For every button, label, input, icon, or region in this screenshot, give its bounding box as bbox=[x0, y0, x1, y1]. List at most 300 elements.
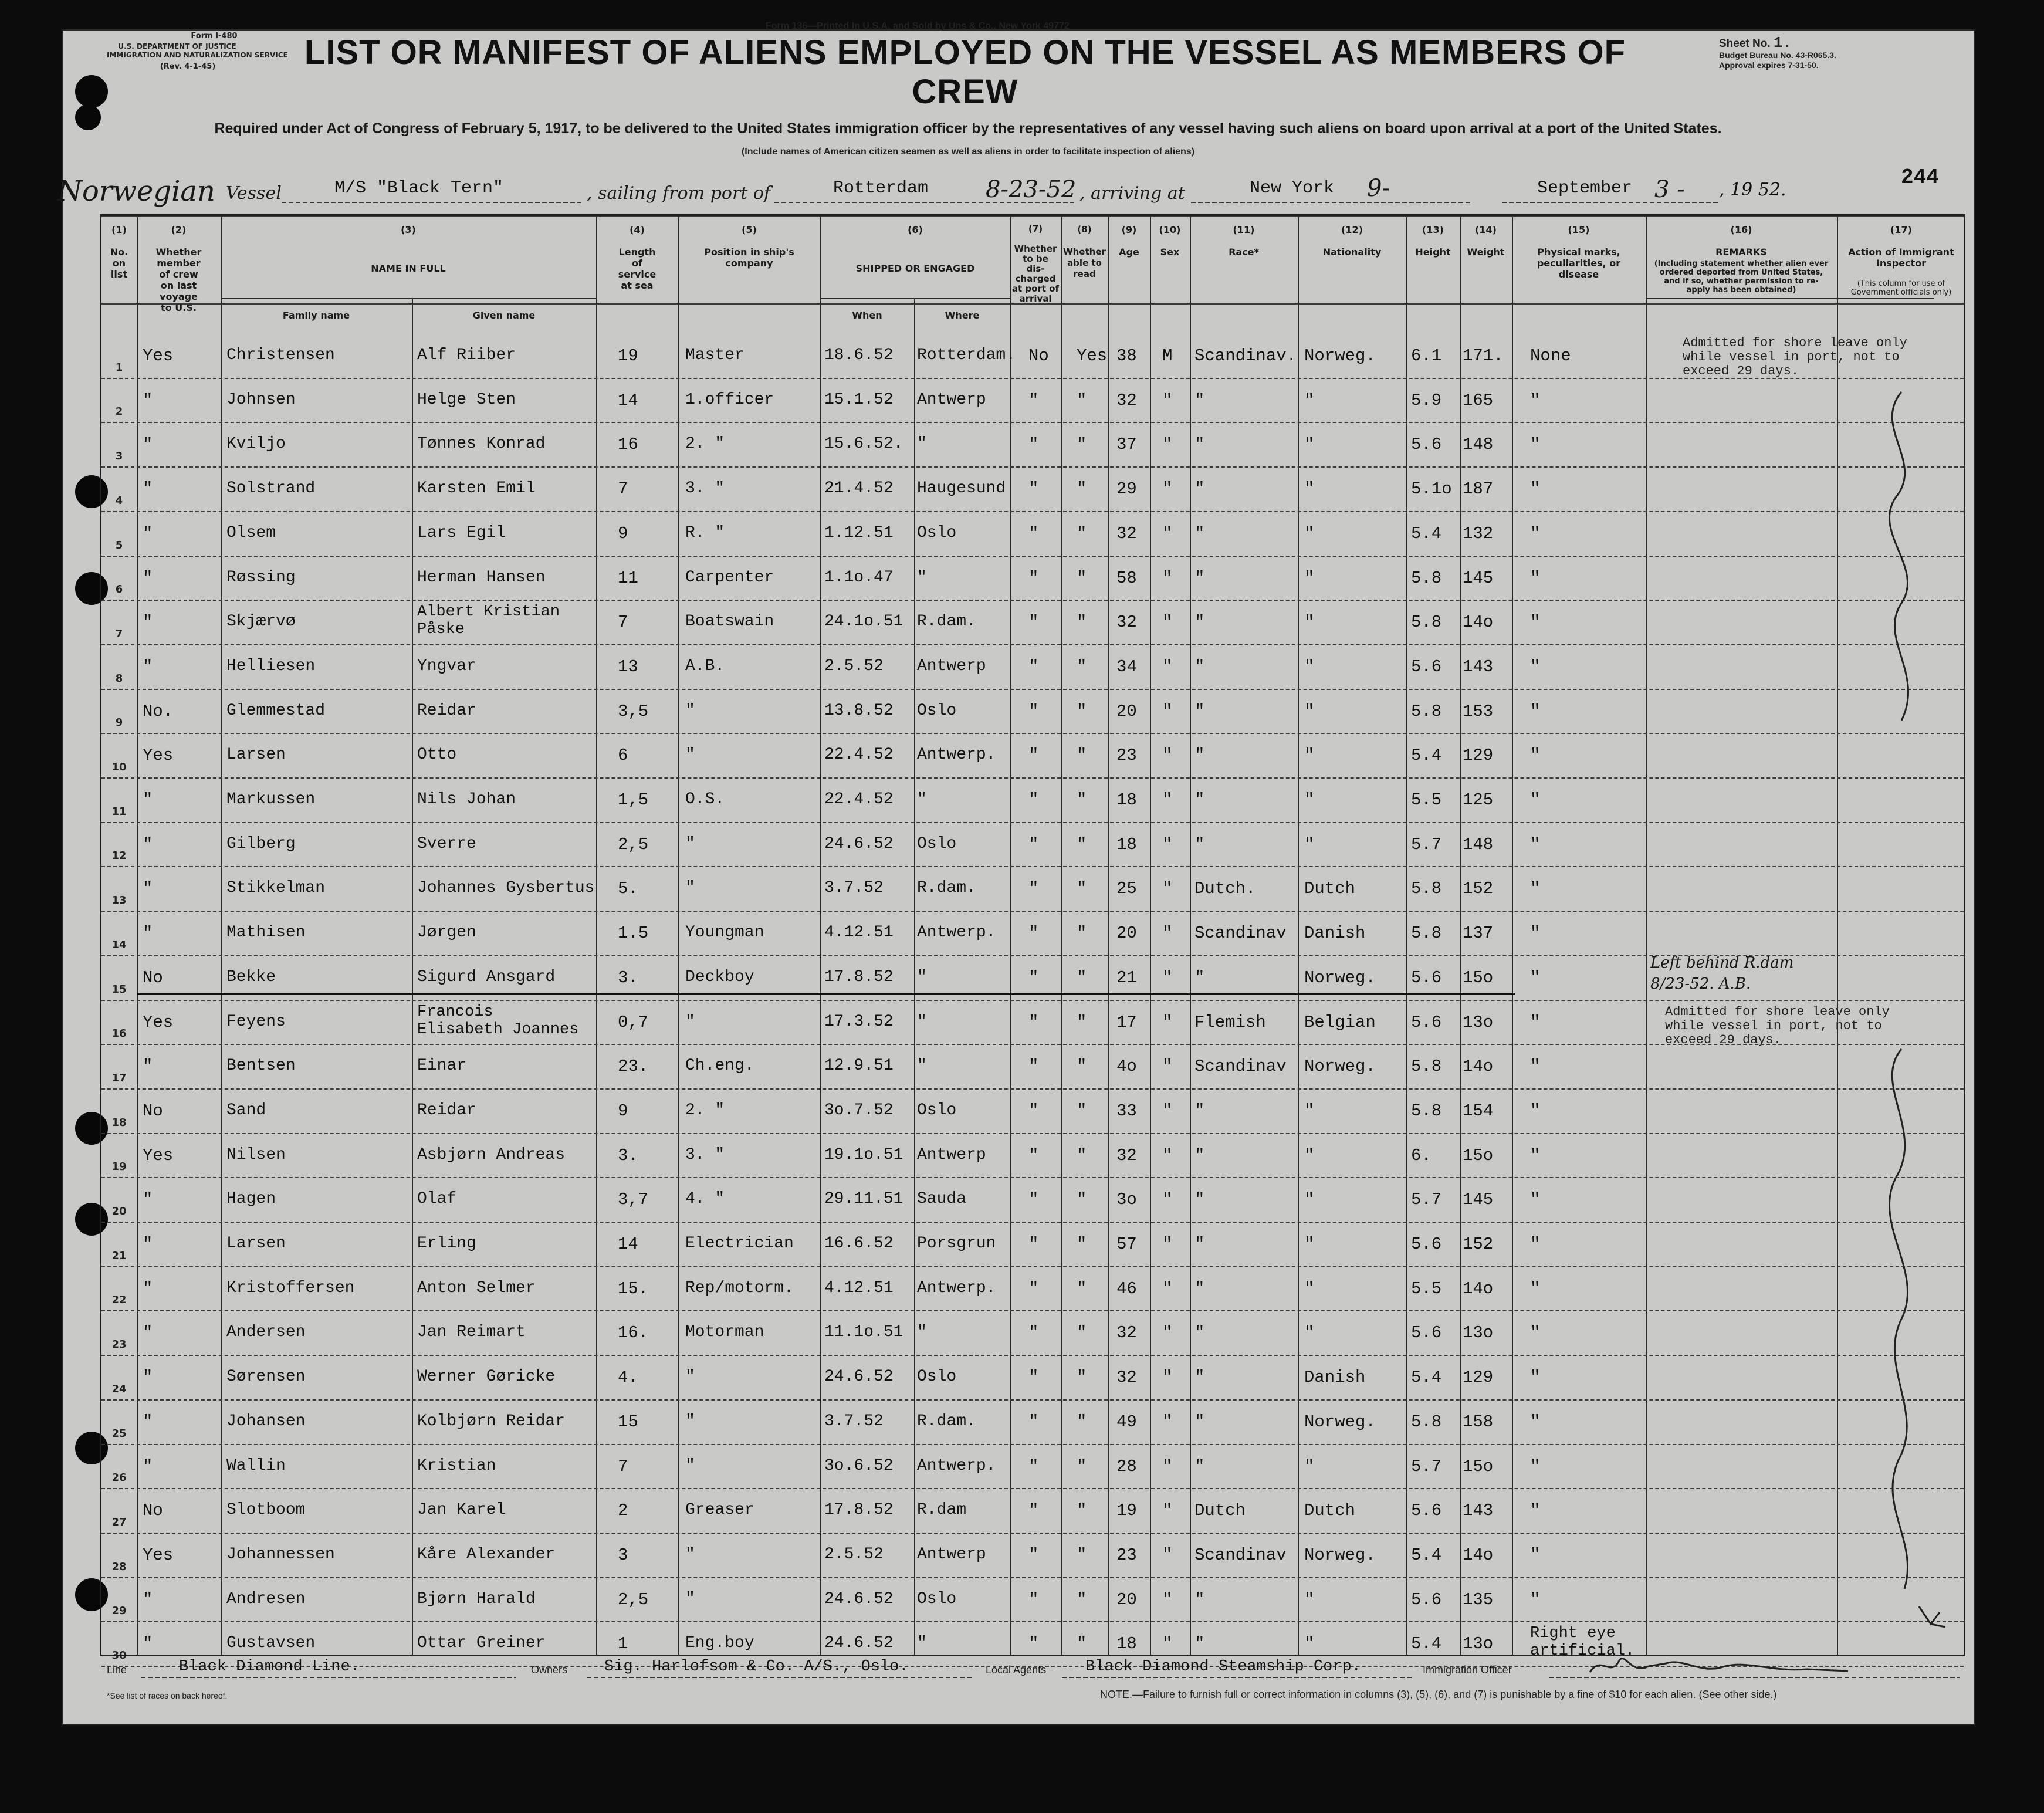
cell-physical-marks: " bbox=[1530, 568, 1541, 588]
row-number: 18 bbox=[111, 1116, 127, 1129]
cell-service: 6 bbox=[618, 746, 628, 766]
row-number: 15 bbox=[111, 983, 127, 996]
row-number: 8 bbox=[115, 672, 123, 685]
cell-able-to-read: Yes bbox=[1077, 346, 1108, 366]
cell-service: 2,5 bbox=[618, 834, 649, 854]
row-number: 29 bbox=[111, 1605, 127, 1618]
cell-service: 2 bbox=[618, 1501, 628, 1521]
cell-when: 12.9.51 bbox=[824, 1057, 894, 1075]
cell-race: " bbox=[1194, 701, 1205, 721]
cell-where: Antwerp bbox=[917, 1145, 986, 1164]
sailing-label: , sailing from port of bbox=[587, 183, 771, 204]
cell-when: 21.4.52 bbox=[824, 479, 894, 498]
cell-able-to-read: " bbox=[1077, 790, 1087, 810]
agency-name: U.S. DEPARTMENT OF JUSTICE IMMIGRATION AND NATURALIZATION bbox=[107, 42, 252, 59]
cell-position: 3. " bbox=[685, 479, 725, 498]
cell-when: 1.12.51 bbox=[824, 523, 894, 542]
cell-when: 22.4.52 bbox=[824, 746, 894, 765]
cell-family-name: Christensen bbox=[226, 346, 335, 364]
cell-given-name: Yngvar bbox=[417, 657, 476, 675]
cell-sex: " bbox=[1162, 1190, 1173, 1210]
cell-service: 15 bbox=[618, 1412, 638, 1432]
cell-race: Dutch. bbox=[1194, 879, 1256, 899]
cell-age: 32 bbox=[1116, 1368, 1137, 1388]
cell-race: Dutch bbox=[1194, 1501, 1246, 1521]
cell-weight: 13o bbox=[1463, 1634, 1494, 1654]
row-rule bbox=[101, 1577, 1964, 1578]
column-rule bbox=[1108, 216, 1109, 1655]
cell-last-voyage: " bbox=[143, 1278, 153, 1298]
cell-discharged: " bbox=[1028, 746, 1039, 766]
cell-position: 4. " bbox=[685, 1190, 725, 1209]
cell-height: 5.8 bbox=[1411, 924, 1442, 943]
cell-last-voyage: " bbox=[143, 1190, 153, 1210]
row-number: 20 bbox=[111, 1205, 127, 1217]
column-rule bbox=[412, 298, 413, 1655]
cell-physical-marks: " bbox=[1530, 390, 1541, 410]
row-rule bbox=[101, 866, 1964, 867]
header-remarks-note: (Including statement whether alien ever ordered deported from United States, and if so, whether permission to re-apply has been obtained) bbox=[1654, 259, 1829, 295]
cell-position: " bbox=[685, 1412, 695, 1430]
cell-age: 29 bbox=[1116, 479, 1137, 499]
cell-service: 9 bbox=[618, 1101, 628, 1121]
cell-physical-marks: " bbox=[1530, 1368, 1541, 1388]
cell-weight: 165 bbox=[1463, 390, 1494, 410]
row-number: 17 bbox=[111, 1071, 127, 1084]
cell-position: " bbox=[685, 834, 695, 853]
cell-race: " bbox=[1194, 1278, 1205, 1298]
cell-sex: " bbox=[1162, 1323, 1173, 1343]
cell-physical-marks: " bbox=[1530, 1101, 1541, 1121]
header-where: Where bbox=[945, 310, 980, 321]
header-col2: (2) Whether member of crew on last voyage to U.S. bbox=[155, 224, 202, 313]
cell-weight: 152 bbox=[1463, 879, 1494, 899]
cell-discharged: " bbox=[1028, 1145, 1039, 1165]
form-revision: (Rev. 4-1-45) bbox=[160, 62, 216, 71]
header-col11: (11) Race* bbox=[1229, 224, 1259, 258]
cell-family-name: Johannessen bbox=[226, 1545, 335, 1564]
cell-last-voyage: " bbox=[143, 657, 153, 677]
cell-position: Youngman bbox=[685, 924, 764, 942]
cell-physical-marks: " bbox=[1530, 1190, 1541, 1210]
agents-label: Local Agents bbox=[986, 1664, 1047, 1676]
cell-service: 13 bbox=[618, 657, 638, 677]
row-rule bbox=[101, 1088, 1964, 1090]
cell-discharged: " bbox=[1028, 657, 1039, 677]
cell-last-voyage: " bbox=[143, 568, 153, 588]
column-rule bbox=[1512, 216, 1513, 1655]
cell-discharged: " bbox=[1028, 1234, 1039, 1254]
cell-given-name: Reidar bbox=[417, 701, 476, 720]
cell-family-name: Gilberg bbox=[226, 834, 296, 853]
cell-last-voyage: Yes bbox=[143, 1545, 174, 1565]
cell-race: " bbox=[1194, 1456, 1205, 1476]
row-number: 23 bbox=[111, 1338, 127, 1351]
cell-able-to-read: " bbox=[1077, 1323, 1087, 1343]
cell-sex: " bbox=[1162, 1278, 1173, 1298]
cell-last-voyage: " bbox=[143, 523, 153, 543]
cell-position: Master bbox=[685, 346, 744, 364]
cell-height: 5.4 bbox=[1411, 1634, 1442, 1654]
cell-family-name: Bentsen bbox=[226, 1057, 296, 1075]
cell-discharged: " bbox=[1028, 1190, 1039, 1210]
cell-when: 17.8.52 bbox=[824, 1501, 894, 1520]
cell-race: " bbox=[1194, 834, 1205, 854]
cell-where: R.dam. bbox=[917, 879, 976, 898]
cell-given-name: Lars Egil bbox=[417, 523, 506, 542]
cell-physical-marks: " bbox=[1530, 613, 1541, 632]
cell-service: 11 bbox=[618, 568, 638, 588]
cell-where: Oslo bbox=[917, 834, 957, 853]
cell-position: Greaser bbox=[685, 1501, 754, 1520]
cell-age: 32 bbox=[1116, 523, 1137, 543]
cell-nationality: Norweg. bbox=[1304, 1057, 1376, 1077]
header-col8: (8) Whether able to read bbox=[1063, 224, 1106, 279]
cell-service: 16 bbox=[618, 435, 638, 455]
cell-where: Oslo bbox=[917, 1368, 957, 1386]
cell-service: 3. bbox=[618, 968, 638, 987]
name-subheader-rule bbox=[221, 298, 596, 299]
cell-discharged: " bbox=[1028, 1278, 1039, 1298]
owners: Sig. Harlofsom & Co. A/S., Oslo. bbox=[604, 1658, 909, 1676]
cell-sex: " bbox=[1162, 1012, 1173, 1032]
cell-family-name: Helliesen bbox=[226, 657, 316, 675]
cell-last-voyage: " bbox=[143, 435, 153, 455]
cell-when: 24.6.52 bbox=[824, 1634, 894, 1653]
column-rule bbox=[1298, 216, 1299, 1655]
cell-given-name: Bjørn Harald bbox=[417, 1589, 536, 1608]
header-col6: (6) bbox=[908, 224, 923, 235]
cell-position: " bbox=[685, 1012, 695, 1031]
row-rule bbox=[101, 422, 1964, 423]
cell-where: Oslo bbox=[917, 701, 957, 720]
cell-able-to-read: " bbox=[1077, 879, 1087, 899]
cell-able-to-read: " bbox=[1077, 1589, 1087, 1609]
cell-given-name: Kristian bbox=[417, 1456, 496, 1475]
cell-service: 23. bbox=[618, 1057, 649, 1077]
cell-when: 15.1.52 bbox=[824, 390, 894, 409]
row-rule bbox=[101, 1266, 1964, 1267]
cell-service: 7 bbox=[618, 613, 628, 632]
remark-shore-leave-2: Admitted for shore leave only while vessel in port, not to exceed 29 days. bbox=[1665, 1004, 1890, 1047]
header-col14: (14) Weight bbox=[1467, 224, 1505, 258]
cell-where: " bbox=[917, 1323, 927, 1342]
cell-weight: 145 bbox=[1463, 1190, 1494, 1210]
header-shipped-engaged: SHIPPED OR ENGAGED bbox=[855, 263, 975, 274]
cell-sex: " bbox=[1162, 479, 1173, 499]
cell-height: 5.9 bbox=[1411, 390, 1442, 410]
row-rule bbox=[101, 511, 1964, 512]
cell-age: 23 bbox=[1116, 1545, 1137, 1565]
cell-discharged: No bbox=[1028, 346, 1049, 366]
cell-service: 3. bbox=[618, 1145, 638, 1165]
cell-able-to-read: " bbox=[1077, 1501, 1087, 1521]
cell-family-name: Gustavsen bbox=[226, 1634, 316, 1653]
cell-sex: " bbox=[1162, 613, 1173, 632]
cell-given-name: Otto bbox=[417, 746, 457, 765]
cell-family-name: Olsem bbox=[226, 523, 276, 542]
header-col9: (9) Age bbox=[1119, 224, 1139, 258]
cell-sex: " bbox=[1162, 1412, 1173, 1432]
header-col1: (1) No. on list bbox=[110, 224, 128, 280]
cell-position: Rep/motorm. bbox=[685, 1278, 794, 1297]
cell-physical-marks: " bbox=[1530, 1545, 1541, 1565]
cell-race: " bbox=[1194, 657, 1205, 677]
cell-given-name: Einar bbox=[417, 1057, 467, 1075]
row-rule bbox=[101, 1444, 1964, 1445]
header-col4: (4) Length of service at sea bbox=[618, 224, 656, 291]
cell-race: " bbox=[1194, 435, 1205, 455]
cell-race: " bbox=[1194, 479, 1205, 499]
cell-where: Rotterdam. bbox=[917, 346, 1016, 364]
cell-service: 19 bbox=[618, 346, 638, 366]
cell-discharged: " bbox=[1028, 435, 1039, 455]
cell-nationality: " bbox=[1304, 1145, 1315, 1165]
cell-able-to-read: " bbox=[1077, 1234, 1087, 1254]
row-rule bbox=[101, 1310, 1964, 1311]
cell-when: 1.1o.47 bbox=[824, 568, 894, 587]
cell-height: 5.4 bbox=[1411, 523, 1442, 543]
cell-weight: 15o bbox=[1463, 968, 1494, 987]
cell-age: 58 bbox=[1116, 568, 1137, 588]
cell-where: R.dam bbox=[917, 1501, 967, 1520]
header-col12: (12) Nationality bbox=[1322, 224, 1382, 258]
cell-age: 19 bbox=[1116, 1501, 1137, 1521]
header-col15: (15) Physical marks, peculiarities, or disease bbox=[1537, 224, 1621, 280]
cell-able-to-read: " bbox=[1077, 746, 1087, 766]
cell-age: 25 bbox=[1116, 879, 1137, 899]
cell-weight: 148 bbox=[1463, 834, 1494, 854]
cell-weight: 135 bbox=[1463, 1589, 1494, 1609]
cell-weight: 154 bbox=[1463, 1101, 1494, 1121]
cell-sex: " bbox=[1162, 1589, 1173, 1609]
row-number: 25 bbox=[111, 1427, 127, 1440]
cell-where: Antwerp. bbox=[917, 1456, 996, 1475]
cell-sex: " bbox=[1162, 523, 1173, 543]
cell-last-voyage: Yes bbox=[143, 346, 174, 366]
arrival-port: New York bbox=[1250, 178, 1335, 198]
cell-where: Antwerp. bbox=[917, 746, 996, 765]
cell-nationality: " bbox=[1304, 1190, 1315, 1210]
cell-race: " bbox=[1194, 746, 1205, 766]
cell-discharged: " bbox=[1028, 834, 1039, 854]
cell-where: Antwerp bbox=[917, 657, 986, 675]
cell-when: 24.1o.51 bbox=[824, 613, 903, 631]
cell-weight: 152 bbox=[1463, 1234, 1494, 1254]
cell-height: 5.6 bbox=[1411, 1589, 1442, 1609]
cell-height: 5.6 bbox=[1411, 1323, 1442, 1343]
cell-service: 0,7 bbox=[618, 1012, 649, 1032]
row-number: 12 bbox=[111, 850, 127, 862]
vessel-nationality: Norwegian bbox=[57, 175, 215, 208]
cell-able-to-read: " bbox=[1077, 1057, 1087, 1077]
cell-when: 3o.6.52 bbox=[824, 1456, 894, 1475]
cell-last-voyage: " bbox=[143, 1634, 153, 1654]
cell-when: 3o.7.52 bbox=[824, 1101, 894, 1119]
cell-race: " bbox=[1194, 1145, 1205, 1165]
cell-physical-marks: " bbox=[1530, 701, 1541, 721]
row-number: 2 bbox=[115, 405, 123, 418]
form-subtitle: Required under Act of Congress of February 5, 1917, to be delivered to the United States immigration officer by the representatives of any vessel having such aliens on board upon arrival at a port of the United States. bbox=[214, 120, 1722, 137]
cell-when: 2.5.52 bbox=[824, 1545, 884, 1564]
cell-given-name: Jørgen bbox=[417, 924, 476, 942]
cell-race: Scandinav bbox=[1194, 1545, 1287, 1565]
cell-sex: " bbox=[1162, 1545, 1173, 1565]
cell-family-name: Feyens bbox=[226, 1012, 286, 1031]
cell-able-to-read: " bbox=[1077, 924, 1087, 943]
cell-position: " bbox=[685, 1368, 695, 1386]
cell-sex: " bbox=[1162, 790, 1173, 810]
cell-age: 37 bbox=[1116, 435, 1137, 455]
cell-age: 18 bbox=[1116, 834, 1137, 854]
cell-when: 16.6.52 bbox=[824, 1234, 894, 1253]
cell-age: 49 bbox=[1116, 1412, 1137, 1432]
cell-nationality: Norweg. bbox=[1304, 1545, 1376, 1565]
column-rule bbox=[678, 216, 679, 1655]
cell-age: 32 bbox=[1116, 1145, 1137, 1165]
column-rule bbox=[221, 216, 222, 1655]
column-rule bbox=[1061, 216, 1062, 1655]
cell-family-name: Andresen bbox=[226, 1589, 306, 1608]
cell-family-name: Bekke bbox=[226, 968, 276, 986]
cell-sex: " bbox=[1162, 390, 1173, 410]
row-rule bbox=[101, 1621, 1964, 1622]
cell-discharged: " bbox=[1028, 1012, 1039, 1032]
cell-given-name: Alf Riiber bbox=[417, 346, 516, 364]
cell-sex: " bbox=[1162, 834, 1173, 854]
cell-race: " bbox=[1194, 1368, 1205, 1388]
cell-position: A.B. bbox=[685, 657, 725, 675]
cell-family-name: Markussen bbox=[226, 790, 316, 809]
cell-discharged: " bbox=[1028, 523, 1039, 543]
cell-race: " bbox=[1194, 1323, 1205, 1343]
cell-height: 6.1 bbox=[1411, 346, 1442, 366]
cell-nationality: " bbox=[1304, 1634, 1315, 1654]
cell-sex: " bbox=[1162, 568, 1173, 588]
cell-position: 2. " bbox=[685, 1101, 725, 1119]
row-rule bbox=[101, 1399, 1964, 1401]
cell-race: " bbox=[1194, 1412, 1205, 1432]
cell-weight: 143 bbox=[1463, 1501, 1494, 1521]
line-label: Line bbox=[107, 1664, 127, 1676]
row-number: 10 bbox=[111, 761, 127, 773]
cell-physical-marks: " bbox=[1530, 1057, 1541, 1077]
cell-given-name: Jan Karel bbox=[417, 1501, 506, 1520]
cell-service: 3,5 bbox=[618, 701, 649, 721]
cell-nationality: " bbox=[1304, 1278, 1315, 1298]
cell-discharged: " bbox=[1028, 1501, 1039, 1521]
column-rule bbox=[596, 216, 597, 1655]
row-number: 24 bbox=[111, 1382, 127, 1395]
cell-family-name: Sørensen bbox=[226, 1368, 306, 1386]
cell-last-voyage: " bbox=[143, 1234, 153, 1254]
cell-sex: " bbox=[1162, 746, 1173, 766]
remark-left-behind: Left behind R.dam 8/23-52. A.B. bbox=[1650, 954, 1794, 993]
cell-race: " bbox=[1194, 390, 1205, 410]
cell-position: 1.officer bbox=[685, 390, 774, 409]
cell-nationality: " bbox=[1304, 568, 1315, 588]
cell-last-voyage: " bbox=[143, 390, 153, 410]
cell-family-name: Mathisen bbox=[226, 924, 306, 942]
cell-age: 4o bbox=[1116, 1057, 1137, 1077]
cell-service: 2,5 bbox=[618, 1589, 649, 1609]
cell-height: 5.7 bbox=[1411, 834, 1442, 854]
cell-physical-marks: " bbox=[1530, 435, 1541, 455]
sheet-number: Sheet No. 1. bbox=[1719, 34, 1792, 52]
row-rule bbox=[101, 1133, 1964, 1134]
cell-discharged: " bbox=[1028, 1412, 1039, 1432]
cell-family-name: Andersen bbox=[226, 1323, 306, 1342]
cell-given-name: Werner Gøricke bbox=[417, 1368, 556, 1386]
cell-able-to-read: " bbox=[1077, 1634, 1087, 1654]
cell-race: " bbox=[1194, 1190, 1205, 1210]
row-rule bbox=[101, 1355, 1964, 1356]
header-col3: (3) bbox=[401, 224, 416, 235]
cell-discharged: " bbox=[1028, 790, 1039, 810]
cell-nationality: Norweg. bbox=[1304, 1412, 1376, 1432]
cell-age: 33 bbox=[1116, 1101, 1137, 1121]
races-note: *See list of races on back hereof. bbox=[107, 1691, 228, 1700]
cell-able-to-read: " bbox=[1077, 1101, 1087, 1121]
cell-service: 1,5 bbox=[618, 790, 649, 810]
cell-family-name: Sand bbox=[226, 1101, 266, 1119]
cell-where: Antwerp. bbox=[917, 1278, 996, 1297]
cell-discharged: " bbox=[1028, 1368, 1039, 1388]
cell-service: 7 bbox=[618, 479, 628, 499]
column-rule bbox=[1460, 216, 1461, 1655]
cell-sex: " bbox=[1162, 1057, 1173, 1077]
cell-weight: 14o bbox=[1463, 1545, 1494, 1565]
cell-physical-marks: " bbox=[1530, 1412, 1541, 1432]
cell-weight: 137 bbox=[1463, 924, 1494, 943]
cell-where: Antwerp bbox=[917, 390, 986, 409]
cell-height: 5.5 bbox=[1411, 790, 1442, 810]
cell-height: 5.6 bbox=[1411, 1501, 1442, 1521]
cell-family-name: Solstrand bbox=[226, 479, 316, 498]
cell-weight: 14o bbox=[1463, 613, 1494, 632]
cell-race: Flemish bbox=[1194, 1012, 1266, 1032]
cell-able-to-read: " bbox=[1077, 968, 1087, 987]
row-number: 4 bbox=[115, 494, 123, 507]
cell-able-to-read: " bbox=[1077, 701, 1087, 721]
cell-where: " bbox=[917, 1012, 927, 1031]
cell-sex: " bbox=[1162, 1145, 1173, 1165]
row-rule bbox=[101, 466, 1964, 468]
cell-height: 5.6 bbox=[1411, 968, 1442, 987]
cell-nationality: Dutch bbox=[1304, 1501, 1356, 1521]
cell-physical-marks: " bbox=[1530, 1323, 1541, 1343]
vessel-label: Vessel bbox=[226, 183, 282, 204]
cell-height: 5.8 bbox=[1411, 613, 1442, 632]
budget-bureau: Budget Bureau No. 43-R065.3. Approval expires 7-31-50. bbox=[1719, 50, 1836, 70]
cell-able-to-read: " bbox=[1077, 479, 1087, 499]
cell-age: 20 bbox=[1116, 924, 1137, 943]
cell-position: " bbox=[685, 879, 695, 898]
cell-last-voyage: " bbox=[143, 1456, 153, 1476]
cell-nationality: " bbox=[1304, 1234, 1315, 1254]
cell-weight: 148 bbox=[1463, 435, 1494, 455]
cell-nationality: " bbox=[1304, 746, 1315, 766]
cell-sex: " bbox=[1162, 1101, 1173, 1121]
cell-sex: " bbox=[1162, 879, 1173, 899]
cell-sex: " bbox=[1162, 968, 1173, 987]
cell-able-to-read: " bbox=[1077, 1368, 1087, 1388]
cell-discharged: " bbox=[1028, 1634, 1039, 1654]
cell-last-voyage: " bbox=[143, 1412, 153, 1432]
cell-race: " bbox=[1194, 568, 1205, 588]
cell-sex: " bbox=[1162, 1501, 1173, 1521]
cell-position: " bbox=[685, 1456, 695, 1475]
